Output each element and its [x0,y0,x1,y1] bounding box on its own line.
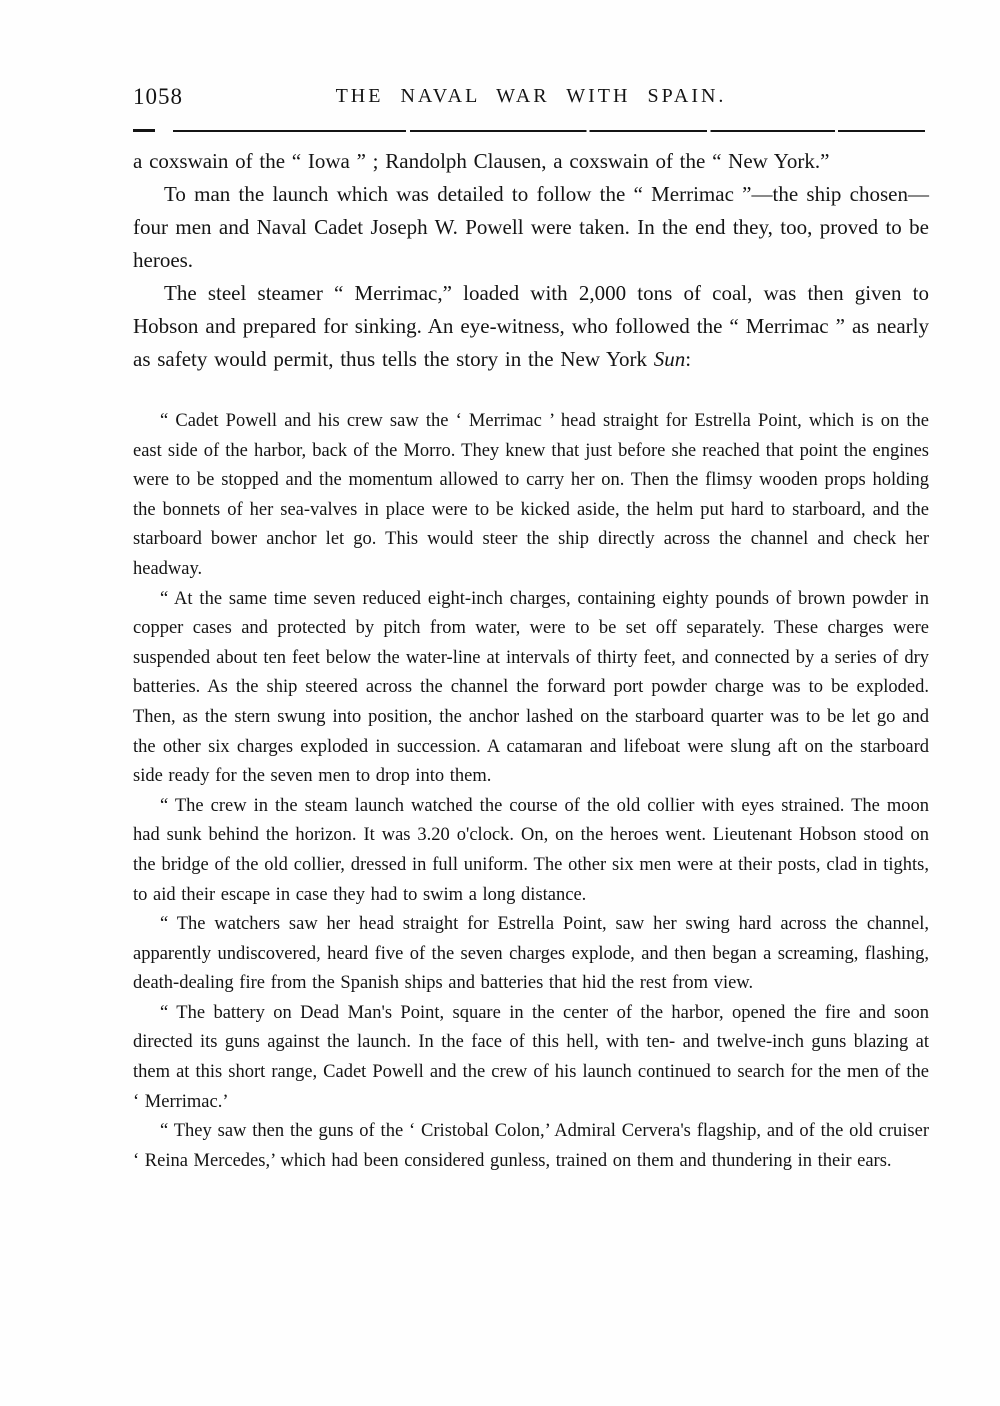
running-head [133,84,929,110]
page-number: 1058 [133,84,183,109]
paragraph-text: : [685,347,692,371]
paragraph-text: The steel steamer “ Merrimac,” loaded with 2,000 tons of coal, was then given to Hobson and prepared for sinking. An eye-witness, who followed the “ Merrimac ” as nearly as safety would permit, thus tells the story in the New York [133,281,929,371]
main-text [133,145,929,376]
quote-paragraph: “ The crew in the steam launch watched the course of the old collier with eyes strained. The moon had sunk behind the horizon. It was 3.20 o'clock. On, on the heroes went. Lieutenant Hobson stood on the bridge of the old collier, dressed in full uniform. The other six men were at their posts, clad in tights, to aid their escape in case they had to swim a long distance. [133,795,929,905]
quote-paragraph: “ They saw then the guns of the ‘ Cristobal Colon,’ Admiral Cervera's flagship, and of the old cruiser ‘ Reina Mercedes,’ which had been considered gunless, trained on them and thundering in their ears. [133,1121,929,1171]
quote-paragraph: “ Cadet Powell and his crew saw the ‘ Merrimac ’ head straight for Estrella Point, which is on the east side of the harbor, back of the Morro. They knew that just before she reached that point the engines were to be stopped and the momentum allowed to carry her on. Then the flimsy wooden props holding the bonnets of her sea-valves in place were to be kicked aside, the helm put hard to starboard, and the starboard bower anchor let go. This would steer the ship directly across the channel and check her headway. [133,411,929,579]
newspaper-name: Sun [653,347,686,371]
paragraph [133,277,929,376]
paragraph-continuation: a coxswain of the “ Iowa ” ; Randolph Clausen, a coxswain of the “ New York.” [133,149,830,173]
quoted-extract [133,407,929,1176]
quote-paragraph: “ At the same time seven reduced eight-inch charges, containing eighty pounds of brown powder in copper cases and protected by pitch from water, were to be set off separately. These charges were suspended about ten feet below the water-line at intervals of thirty feet, and connected by a series of dry batteries. As the ship steered across the channel the forward port powder charge was to be exploded. Then, as the stern swung into position, the anchor lashed on the starboard quarter was to be let go and the other six charges exploded in succession. A catamaran and lifeboat were slung aft on the starboard side ready for the seven men to drop into them. [133,588,929,787]
quote-paragraph: “ The battery on Dead Man's Point, square in the center of the harbor, opened the fire and soon directed its guns against the launch. In the face of this hell, with ten- and twelve-inch guns blazing at them at this short range, Cadet Powell and the crew of his launch continued to search for the men of the ‘ Merrimac.’ [133,1002,929,1112]
paragraph: To man the launch which was detailed to follow the “ Merrimac ”—the ship chosen—four men and Naval Cadet Joseph W. Powell were taken. In the end they, too, proved to be heroes. [133,182,929,272]
header-rule [133,129,929,132]
running-title: THE NAVAL WAR WITH SPAIN. [335,85,727,107]
text-block [133,84,929,1176]
quote-paragraph: “ The watchers saw her head straight for Estrella Point, saw her swing hard across the channel, apparently undiscovered, heard five of the seven charges explode, and then began a screaming, flashing, death-dealing fire from the Spanish ships and batteries that hid the rest from view. [133,914,929,994]
rule-dash [133,129,155,132]
rule-line [173,130,925,132]
